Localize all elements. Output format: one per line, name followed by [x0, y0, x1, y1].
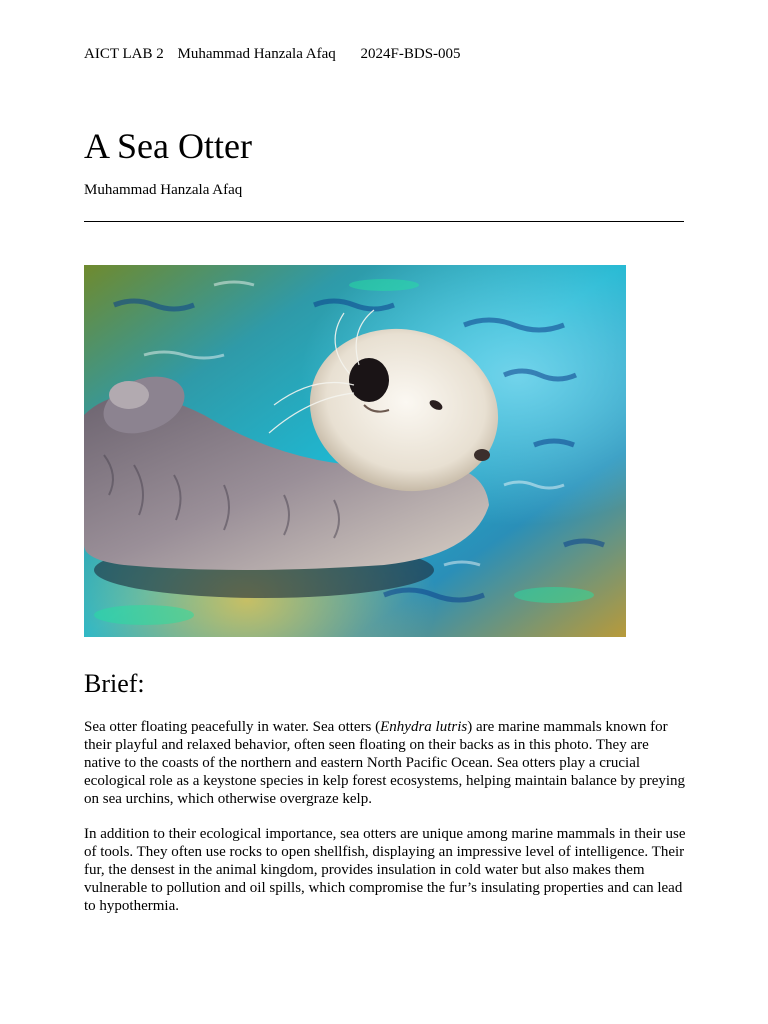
header-author: Muhammad Hanzala Afaq	[177, 46, 336, 62]
header-student-id: 2024F-BDS-005	[360, 46, 461, 62]
document-byline: Muhammad Hanzala Afaq	[84, 182, 243, 198]
p1-text-after: ) are marine mammals known for their playful and relaxed behavior, often seen floating on their backs as in this photo. They are native to the coasts of the northern and eastern North Pacific Ocean. Sea otters play a crucial ecological role as a keystone species in kelp forest ecosystems, helping maintain balance by preying on sea urchins, which otherwise overgraze kelp.	[84, 719, 686, 807]
brief-paragraph-2: In addition to their ecological importance, sea otters are unique among marine mammals in their use of tools. They often use rocks to open shellfish, displaying an impressive level of intelligence. Their fur, the densest in the animal kingdom, provides insulation in cold water but also makes them vulnerable to pollution and oil spills, which compromise the fur’s insulating properties and can lead to hypothermia.	[84, 826, 686, 914]
brief-paragraph-1	[84, 718, 686, 808]
sea-otter-illustration	[84, 265, 626, 637]
sea-otter-photo	[84, 265, 626, 637]
brief-heading: Brief:	[84, 669, 145, 698]
document-header	[84, 46, 461, 63]
horizontal-rule	[84, 221, 684, 222]
header-course: AICT LAB 2	[84, 46, 164, 62]
document-title: A Sea Otter	[84, 126, 252, 166]
scientific-name: Enhydra lutris	[380, 719, 468, 735]
p1-text-before: Sea otter floating peacefully in water. Sea otters (	[84, 719, 381, 735]
